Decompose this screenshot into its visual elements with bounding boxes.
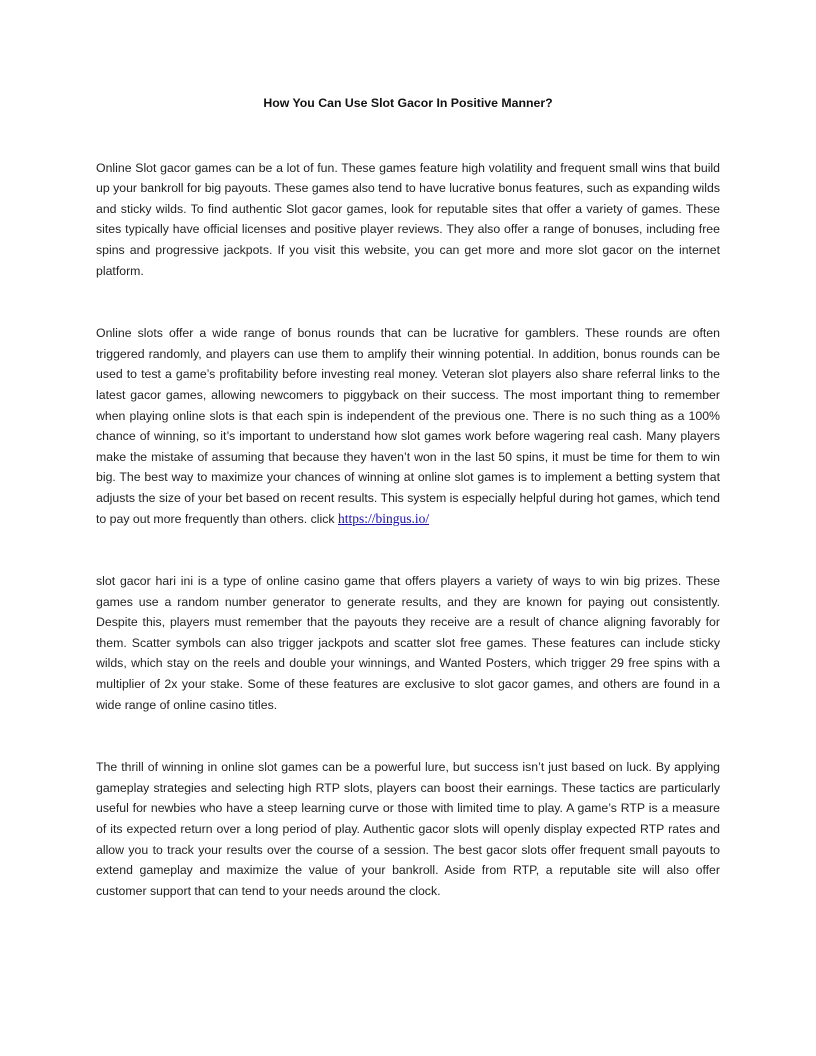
bingus-link[interactable]: https://bingus.io/	[337, 510, 430, 526]
paragraph-4: The thrill of winning in online slot games can be a powerful lure, but success isn’t just based on luck. By applying gameplay strategies and selecting high RTP slots, players can boost their earnings. These tactics are particularly useful for newbies who have a steep learning curve or those with limited time to play. A game’s RTP is a measure of its expected return over a long period of play. Authentic gacor slots will openly display expected RTP rates and allow you to track your results over the course of a session. The best gacor slots offer frequent small payouts to extend gameplay and maximize the value of your bankroll. Aside from RTP, a reputable site will also offer customer support that can tend to your needs around the clock.	[96, 760, 720, 898]
paragraph-1: Online Slot gacor games can be a lot of fun. These games feature high volatility and frequent small wins that build up your bankroll for big payouts. These games also tend to have lucrative bonus features, such as expanding wilds and sticky wilds. To find authentic Slot gacor games, look for reputable sites that offer a variety of games. These sites typically have official licenses and positive player reviews. They also offer a range of bonuses, including free spins and progressive jackpots. If you visit this website, you can get more and more slot gacor on the internet platform.	[96, 160, 720, 278]
document-body	[96, 93, 720, 943]
paragraph-2	[96, 323, 720, 529]
paragraph-3: slot gacor hari ini is a type of online casino game that offers players a variety of ways to win big prizes. These games use a random number generator to generate results, and they are known for paying out consistently. Despite this, players must remember that the payouts they receive are a result of chance aligning favorably for them. Scatter symbols can also trigger jackpots and scatter slot free games. These features can include sticky wilds, which stay on the reels and double your winnings, and Wanted Posters, which trigger 29 free spins with a multiplier of 2x your stake. Some of these features are exclusive to slot gacor games, and others are found in a wide range of online casino titles.	[96, 574, 720, 712]
document-title: How You Can Use Slot Gacor In Positive Manner?	[263, 96, 553, 110]
paragraph-2-text: Online slots offer a wide range of bonus rounds that can be lucrative for gamblers. These rounds are often triggered randomly, and players can use them to amplify their winning potential. In addition, bonus rounds can be used to test a game’s profitability before investing real money. Veteran slot players also share referral links to the latest gacor games, allowing newcomers to piggyback on their success. The most important thing to remember when playing online slots is that each spin is independent of the previous one. There is no such thing as a 100% chance of winning, so it’s important to understand how slot games work before wagering real cash. Many players make the mistake of assuming that because they haven’t won in the last 50 spins, it must be time for them to win big. The best way to maximize your chances of winning at online slot games is to implement a betting system that adjusts the size of your bet based on recent results. This system is especially helpful during hot games, which tend to pay out more frequently than others. click	[96, 326, 720, 526]
